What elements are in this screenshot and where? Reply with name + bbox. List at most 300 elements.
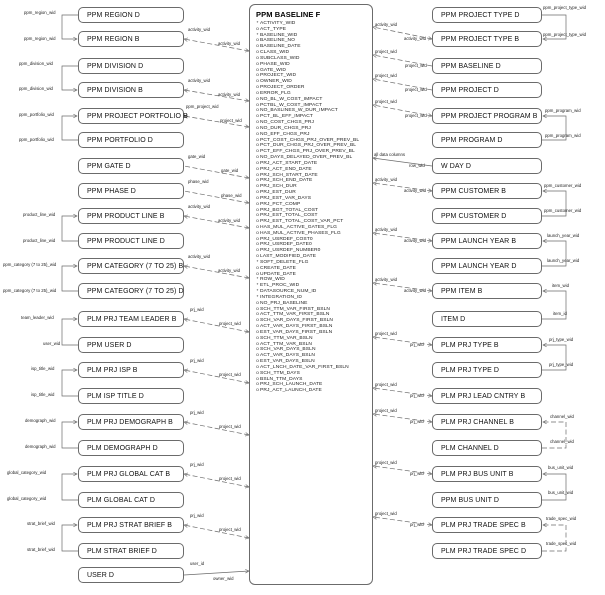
entity-ppm-gate-d[interactable] bbox=[78, 158, 184, 174]
connector-line bbox=[542, 474, 566, 500]
attribute-marker: o bbox=[256, 120, 259, 126]
entity-plm-prj-strat-brief-b[interactable] bbox=[78, 517, 184, 533]
entity-ppm-launch-year-d[interactable] bbox=[432, 258, 542, 274]
edge-label: ppm_region_wid bbox=[24, 10, 56, 15]
entity-ppm-program-d[interactable] bbox=[432, 132, 542, 148]
attribute-marker: o bbox=[256, 318, 259, 324]
attribute-marker: o bbox=[256, 388, 259, 394]
entity-plm-prj-trade-spec-d[interactable] bbox=[432, 543, 542, 559]
edge-label: ppm_customer_wid bbox=[544, 208, 582, 213]
entity-ppm-project-program-b[interactable] bbox=[432, 108, 542, 124]
connector-line bbox=[184, 166, 249, 178]
attribute-marker: o bbox=[256, 242, 259, 248]
attribute-name: PRJ_EST_DUR bbox=[260, 190, 296, 196]
edge-label: activity_wid bbox=[218, 268, 240, 273]
connector-line bbox=[62, 370, 78, 396]
attribute-marker: o bbox=[256, 102, 259, 108]
attribute-name: NO_PRJ_BASELINE bbox=[260, 300, 308, 306]
edge-label: strat_brief_wid bbox=[27, 547, 55, 552]
entity-label: PPM PRODUCT LINE B bbox=[87, 212, 165, 220]
attribute-marker: o bbox=[256, 207, 259, 213]
attribute-marker: o bbox=[256, 44, 259, 50]
attribute-name: ERROR_FLG bbox=[260, 90, 291, 96]
attribute-marker: o bbox=[256, 184, 259, 190]
edge-label: user_id bbox=[190, 561, 205, 566]
attribute-marker: o bbox=[256, 143, 259, 149]
edge-label: project_wid bbox=[375, 49, 397, 54]
attribute-name: PRJ_USRDEF_NUMBER0 bbox=[260, 248, 321, 254]
edge-label: isp_title_wid bbox=[31, 392, 55, 397]
entity-label: PPM PROJECT PROGRAM B bbox=[441, 112, 538, 120]
entity-plm-isp-title-d[interactable] bbox=[78, 388, 184, 404]
attribute-marker: o bbox=[256, 201, 259, 207]
attribute-marker: o bbox=[256, 149, 259, 155]
edge-label: prj_type_wid bbox=[549, 362, 574, 367]
attribute-marker: o bbox=[256, 166, 259, 172]
attribute-name: PRJ_BGT_TOTAL_COST bbox=[260, 207, 319, 213]
attribute-name: PRJ_SCH_START_DATE bbox=[260, 172, 318, 178]
entity-ppm-division-d[interactable] bbox=[78, 58, 184, 74]
entity-label: PLM STRAT BRIEF D bbox=[87, 547, 157, 555]
edge-label: strat_brief_wid bbox=[27, 521, 55, 526]
attribute-name: BASELINE_WID bbox=[260, 32, 298, 38]
edge-label: global_category_wid bbox=[7, 470, 47, 475]
edge-label: project_wid bbox=[405, 63, 427, 68]
attribute-name: PRJ_PCT_COMP bbox=[260, 201, 301, 207]
entity-ppm-baseline-d[interactable] bbox=[432, 58, 542, 74]
connector-line bbox=[542, 525, 566, 551]
edge-label: ppm_project_wid bbox=[186, 104, 219, 109]
entity-plm-prj-lead-cntry-b[interactable] bbox=[432, 388, 542, 404]
entity-ppm-region-b[interactable] bbox=[78, 31, 184, 47]
entity-plm-prj-trade-spec-b[interactable] bbox=[432, 517, 542, 533]
entity-plm-prj-bus-unit-b[interactable] bbox=[432, 466, 542, 482]
attribute-marker: o bbox=[256, 364, 259, 370]
entity-label: PPM CUSTOMER B bbox=[441, 187, 507, 195]
edge-label: project_wid bbox=[219, 424, 241, 429]
entity-plm-channel-d[interactable] bbox=[432, 440, 542, 456]
attribute-name: NO_BL_W_COST_IMPACT bbox=[260, 96, 323, 102]
edge-label: ppm_portfolio_wid bbox=[19, 137, 54, 142]
edge-label: row_wid bbox=[409, 163, 425, 168]
entity-label: PPM DIVISION D bbox=[87, 62, 144, 70]
entity-label: PPM DIVISION B bbox=[87, 86, 143, 94]
attribute-name: PHASE_WID bbox=[260, 61, 290, 67]
entity-plm-prj-team-leader-b[interactable] bbox=[78, 311, 184, 327]
attribute-name: NO_DUR_CHGS_PRJ bbox=[260, 125, 311, 131]
edge-label: launch_year_wid bbox=[547, 258, 580, 263]
edge-label: project_wid bbox=[375, 511, 397, 516]
entity-label: PPM PORTFOLIO D bbox=[87, 136, 153, 144]
entity-label: PLM CHANNEL D bbox=[441, 444, 499, 452]
attribute-name: SOFT_DELETE_FLG bbox=[260, 259, 309, 265]
entity-label: PLM PRJ TEAM LEADER B bbox=[87, 315, 177, 323]
entity-label: PPM REGION D bbox=[87, 11, 140, 19]
attribute-marker: o bbox=[256, 96, 259, 102]
attribute-name: PCT_COST_CHGS_PRJ_OVER_PREV_BL bbox=[260, 137, 360, 143]
edge-label: ppm_category (7 to 25)_wid bbox=[3, 262, 57, 267]
edge-label: project_wid bbox=[219, 321, 241, 326]
entity-label: PPM PROJECT TYPE B bbox=[441, 35, 520, 43]
entity-label: PPM GATE D bbox=[87, 162, 131, 170]
edge-label: isp_title_wid bbox=[31, 366, 55, 371]
attribute-marker: * bbox=[256, 21, 259, 26]
edge-label: prj_wid bbox=[190, 358, 204, 363]
edge-label: prj_wid bbox=[410, 342, 424, 347]
entity-label: PLM PRJ STRAT BRIEF B bbox=[87, 521, 173, 529]
entity-ppm-category-7-to-25-b[interactable] bbox=[78, 258, 184, 274]
entity-label: PPM USER D bbox=[87, 341, 132, 349]
attribute-marker: o bbox=[256, 300, 259, 306]
edge-label: project_wid bbox=[219, 476, 241, 481]
attribute-marker: o bbox=[256, 353, 259, 359]
attribute-name: PRJ_SCH_END_DATE bbox=[260, 178, 313, 184]
edge-label: ppm_project_type_wid bbox=[543, 5, 586, 10]
attribute-marker: o bbox=[256, 359, 259, 365]
attribute-name: SUBCLASS_WID bbox=[260, 55, 300, 61]
edge-label: owner_wid bbox=[213, 576, 234, 581]
attribute-name: HAS_MUL_ACTIVE_GATES_FLG bbox=[260, 224, 338, 230]
edge-label: item_wid bbox=[552, 283, 569, 288]
attribute-name: PROJECT_WID bbox=[260, 73, 297, 79]
edge-label: product_line_wid bbox=[23, 238, 56, 243]
attribute-marker: o bbox=[256, 236, 259, 242]
attribute-name: PRJ_EST_TOTAL_COST_VAR_PCT bbox=[260, 219, 344, 225]
entity-label: ITEM D bbox=[441, 315, 466, 323]
attribute-list bbox=[250, 21, 372, 394]
entity-ppm-customer-b[interactable] bbox=[432, 183, 542, 199]
entity-label: PLM PRJ GLOBAL CAT B bbox=[87, 470, 171, 478]
attribute-marker: o bbox=[256, 324, 259, 330]
attribute-name: ACT_TYPE bbox=[260, 26, 287, 32]
connector-line bbox=[62, 216, 78, 241]
edge-label: activity_wid bbox=[188, 27, 210, 32]
attribute-marker: o bbox=[256, 131, 259, 137]
attribute-name: PCT_DUR_CHGS_PRJ_OVER_PREV_BL bbox=[260, 143, 357, 149]
connector-line bbox=[62, 116, 78, 140]
edge-label: demograph_wid bbox=[25, 418, 56, 423]
attribute-name: BASELINE_DATE bbox=[260, 44, 301, 50]
edge-label: channel_wid bbox=[550, 414, 574, 419]
entity-ppm-division-b[interactable] bbox=[78, 82, 184, 98]
entity-label: PPM ITEM B bbox=[441, 287, 483, 295]
entity-label: PPM PRODUCT LINE D bbox=[87, 237, 165, 245]
attribute-marker: o bbox=[256, 85, 259, 91]
attribute-name: ACTIVITY_WID bbox=[260, 21, 296, 26]
connector-line bbox=[184, 571, 249, 575]
attribute-marker: o bbox=[256, 90, 259, 96]
edge-label: prj_wid bbox=[190, 410, 204, 415]
attribute-marker: o bbox=[256, 190, 259, 196]
edge-label: project_wid bbox=[219, 372, 241, 377]
attribute-marker: o bbox=[256, 155, 259, 161]
attribute-name: PCTBL_W_COST_IMPACT bbox=[260, 102, 323, 108]
attribute-name: ETL_PROC_WID bbox=[260, 283, 300, 289]
entity-user-d[interactable] bbox=[78, 567, 184, 583]
entity-label: PLM DEMOGRAPH D bbox=[87, 444, 158, 452]
entity-ppm-product-line-d[interactable] bbox=[78, 233, 184, 249]
edge-label: activity_wid bbox=[218, 218, 240, 223]
edge-label: activity_wid bbox=[404, 188, 426, 193]
entity-label: PLM PRJ DEMOGRAPH B bbox=[87, 418, 173, 426]
attribute-name: INTEGRATION_ID bbox=[260, 294, 303, 300]
attribute-marker: o bbox=[256, 67, 259, 73]
entity-label: W DAY D bbox=[441, 162, 471, 170]
entity-label: PLM GLOBAL CAT D bbox=[87, 496, 155, 504]
entity-ppm-project-type-d[interactable] bbox=[432, 7, 542, 23]
edge-label: activity_wid bbox=[188, 254, 210, 259]
edge-label: trade_spec_wid bbox=[546, 541, 577, 546]
edge-label: item_id bbox=[553, 311, 567, 316]
entity-w-day-d[interactable] bbox=[432, 158, 542, 174]
attribute-name: DATASOURCE_NUM_ID bbox=[260, 289, 317, 295]
attribute-name: PRJ_EST_TOTAL_COST bbox=[260, 213, 318, 219]
entity-label: PPM BUS UNIT D bbox=[441, 496, 500, 504]
entity-ppm-product-line-b[interactable] bbox=[78, 208, 184, 224]
entity-plm-prj-global-cat-b[interactable] bbox=[78, 466, 184, 482]
attribute-name: BASELINE_NO bbox=[260, 38, 296, 44]
edge-label: ppm_project_type_wid bbox=[543, 32, 586, 37]
entity-label: PLM PRJ ISP B bbox=[87, 366, 138, 374]
attribute-marker: o bbox=[256, 114, 259, 120]
attribute-marker: o bbox=[256, 79, 259, 85]
edge-label: ppm_program_wid bbox=[545, 133, 581, 138]
connector-line bbox=[62, 266, 78, 291]
attribute-name: PROJECT_ORDER bbox=[260, 85, 305, 91]
edge-label: project_wid bbox=[375, 408, 397, 413]
attribute-marker: * bbox=[256, 277, 259, 283]
edge-label: prj_type_wid bbox=[549, 337, 574, 342]
edge-label: activity_wid bbox=[188, 78, 210, 83]
edge-label: gate_wid bbox=[188, 154, 206, 159]
attribute-marker: o bbox=[256, 137, 259, 143]
entity-ppm-user-d[interactable] bbox=[78, 337, 184, 353]
edge-label: ppm_division_wid bbox=[19, 61, 53, 66]
edge-label: activity_wid bbox=[404, 288, 426, 293]
attribute-marker: o bbox=[256, 271, 259, 277]
attribute-marker: o bbox=[256, 219, 259, 225]
attribute-name: NO_DAYS_DELAYED_OVER_PREV_BL bbox=[260, 155, 353, 161]
edge-label: product_line_wid bbox=[23, 212, 56, 217]
attribute-name: PRJ_SCH_DUR bbox=[260, 184, 297, 190]
attribute-marker: o bbox=[256, 329, 259, 335]
entity-plm-global-cat-d[interactable] bbox=[78, 492, 184, 508]
attribute-name: SCH_VAR_DAYS_FIRST_BSLN bbox=[260, 318, 334, 324]
attribute-name: PCT_EFF_CHGS_PRJ_OVER_PREV_BL bbox=[260, 149, 355, 155]
attribute-marker: o bbox=[256, 73, 259, 79]
entity-item-d[interactable] bbox=[432, 311, 542, 327]
attribute-name: PRJ_ACT_LAUNCH_DATE bbox=[260, 388, 322, 394]
attribute-marker: o bbox=[256, 347, 259, 353]
attribute-name: EST_VAR_DAYS_BSLN bbox=[260, 359, 315, 365]
attribute-name: GATE_WID bbox=[260, 67, 286, 73]
edge-label: project_wid bbox=[219, 527, 241, 532]
attribute-name: SCH_TTM_VAR_FIRST_BSLN bbox=[260, 306, 331, 312]
attribute-marker: o bbox=[256, 178, 259, 184]
attribute-name: CREATE_DATE bbox=[260, 265, 296, 271]
entity-label: PLM PRJ LEAD CNTRY B bbox=[441, 392, 526, 400]
entity-label: PLM PRJ CHANNEL B bbox=[441, 418, 515, 426]
edge-label: activity_wid bbox=[375, 227, 397, 232]
entity-ppm-region-d[interactable] bbox=[78, 7, 184, 23]
edge-label: global_category_wid bbox=[7, 496, 47, 501]
edge-label: prj_wid bbox=[410, 471, 424, 476]
attribute-marker: o bbox=[256, 370, 259, 376]
edge-label: activity_wid bbox=[188, 204, 210, 209]
edge-label: activity_wid bbox=[404, 36, 426, 41]
attribute-row bbox=[250, 388, 372, 394]
edge-label: launch_year_wid bbox=[547, 233, 580, 238]
attribute-marker: o bbox=[256, 312, 259, 318]
entity-plm-prj-type-d[interactable] bbox=[432, 362, 542, 378]
attribute-marker: o bbox=[256, 265, 259, 271]
entity-ppm-baseline-f[interactable] bbox=[249, 4, 373, 585]
edge-label: prj_wid bbox=[410, 419, 424, 424]
edge-label: prj_wid bbox=[410, 522, 424, 527]
attribute-name: CLASS_WID bbox=[260, 50, 290, 56]
attribute-marker: o bbox=[256, 195, 259, 201]
attribute-name: SCH_VAR_DAYS_BSLN bbox=[260, 347, 316, 353]
edge-label: ppm_category (7 to 25)_wid bbox=[3, 288, 57, 293]
attribute-marker: o bbox=[256, 254, 259, 260]
edge-label: project_wid bbox=[375, 382, 397, 387]
edge-label: activity_wid bbox=[404, 238, 426, 243]
edge-label: project_wid bbox=[375, 460, 397, 465]
attribute-name: ACT_LNCH_DATE_VAR_FIRST_BSLN bbox=[260, 364, 349, 370]
entity-label: PLM ISP TITLE D bbox=[87, 392, 144, 400]
connector-line bbox=[62, 319, 78, 345]
edge-label: ppm_region_wid bbox=[24, 36, 56, 41]
edge-label: demograph_wid bbox=[25, 444, 56, 449]
attribute-name: PRJ_ACT_END_DATE bbox=[260, 166, 312, 172]
attribute-name: ACT_TTM_VAR_BSLN bbox=[260, 341, 313, 347]
attribute-name: EST_VAR_DAYS_FIRST_BSLN bbox=[260, 329, 333, 335]
attribute-name: UPDATE_DATE bbox=[260, 271, 296, 277]
entity-ppm-customer-d[interactable] bbox=[432, 208, 542, 224]
attribute-name: ROW_WID bbox=[260, 277, 285, 283]
edge-label: all data columns bbox=[374, 152, 406, 157]
entity-label: PPM REGION B bbox=[87, 35, 140, 43]
attribute-name: NO_COST_CHGS_PRJ bbox=[260, 120, 315, 126]
edge-label: prj_wid bbox=[410, 393, 424, 398]
edge-label: channel_wid bbox=[550, 439, 574, 444]
entity-plm-prj-isp-b[interactable] bbox=[78, 362, 184, 378]
attribute-name: PRJ_USRDEF_COST0 bbox=[260, 236, 313, 242]
attribute-marker: o bbox=[256, 230, 259, 236]
connector-line bbox=[62, 66, 78, 90]
entity-plm-prj-demograph-b[interactable] bbox=[78, 414, 184, 430]
attribute-marker: * bbox=[256, 259, 259, 265]
entity-label: PPM CATEGORY (7 TO 25) B bbox=[87, 262, 184, 270]
attribute-name: PCT_BL_EFF_IMPACT bbox=[260, 114, 313, 120]
entity-ppm-project-type-b[interactable] bbox=[432, 31, 542, 47]
edge-label: project_wid bbox=[375, 331, 397, 336]
edge-label: phase_wid bbox=[188, 179, 209, 184]
entity-label: PPM LAUNCH YEAR B bbox=[441, 237, 517, 245]
edge-label: project_wid bbox=[405, 113, 427, 118]
edge-label: project_wid bbox=[220, 118, 242, 123]
entity-ppm-phase-d[interactable] bbox=[78, 183, 184, 199]
entity-label: PPM CUSTOMER D bbox=[441, 212, 507, 220]
attribute-marker: o bbox=[256, 306, 259, 312]
attribute-name: PRJ_ACT_START_DATE bbox=[260, 160, 318, 166]
connector-line bbox=[542, 422, 566, 448]
entity-plm-prj-channel-b[interactable] bbox=[432, 414, 542, 430]
attribute-marker: o bbox=[256, 382, 259, 388]
entity-label: PPM PROJECT PORTFOLIO B bbox=[87, 112, 188, 120]
edge-label: gate_wid bbox=[221, 168, 239, 173]
attribute-marker: o bbox=[256, 26, 259, 32]
entity-label: PLM PRJ BUS UNIT B bbox=[441, 470, 514, 478]
entity-label: PPM CATEGORY (7 TO 25) D bbox=[87, 287, 184, 295]
entity-ppm-project-portfolio-b[interactable] bbox=[78, 108, 188, 124]
entity-label: PPM PROJECT D bbox=[441, 86, 499, 94]
entity-label: PLM PRJ TYPE B bbox=[441, 341, 499, 349]
edge-label: activity_wid bbox=[375, 22, 397, 27]
entity-ppm-launch-year-b[interactable] bbox=[432, 233, 542, 249]
entity-ppm-category-7-to-25-d[interactable] bbox=[78, 283, 184, 299]
attribute-marker: * bbox=[256, 294, 259, 300]
entity-label: PLM PRJ TYPE D bbox=[441, 366, 500, 374]
attribute-name: NO_BASLINES_W_DUR_IMPACT bbox=[260, 108, 338, 114]
attribute-marker: o bbox=[256, 341, 259, 347]
entity-plm-prj-type-b[interactable] bbox=[432, 337, 542, 353]
attribute-name: ACT_TTM_VAR_FIRST_BSLN bbox=[260, 312, 330, 318]
edge-label: trade_spec_wid bbox=[546, 516, 577, 521]
edge-label: bus_unit_wid bbox=[548, 465, 574, 470]
attribute-marker: o bbox=[256, 125, 259, 131]
entity-label: PPM PHASE D bbox=[87, 187, 136, 195]
attribute-marker: o bbox=[256, 335, 259, 341]
entity-ppm-bus-unit-d[interactable] bbox=[432, 492, 542, 508]
connector-line bbox=[62, 525, 78, 551]
edge-label: phase_wid bbox=[221, 193, 242, 198]
attribute-name: HAS_MUL_ACTIVE_PHASES_FLG bbox=[260, 230, 341, 236]
entity-plm-strat-brief-d[interactable] bbox=[78, 543, 184, 559]
edge-label: prj_wid bbox=[190, 307, 204, 312]
edge-label: ppm_customer_wid bbox=[544, 183, 582, 188]
attribute-marker: o bbox=[256, 224, 259, 230]
edge-label: project_wid bbox=[375, 73, 397, 78]
connector-line bbox=[62, 15, 78, 39]
attribute-name: PRJ_EST_VAR_DAYS bbox=[260, 195, 312, 201]
attribute-marker: * bbox=[256, 32, 259, 38]
attribute-marker: * bbox=[256, 283, 259, 289]
attribute-marker: o bbox=[256, 55, 259, 61]
attribute-name: LAST_MODIFIED_DATE bbox=[260, 254, 317, 260]
connector-line bbox=[62, 474, 78, 500]
edge-label: project_wid bbox=[405, 87, 427, 92]
attribute-marker: o bbox=[256, 50, 259, 56]
entity-label: PPM PROJECT TYPE D bbox=[441, 11, 520, 19]
entity-ppm-portfolio-d[interactable] bbox=[78, 132, 184, 148]
attribute-marker: o bbox=[256, 248, 259, 254]
attribute-name: SCH_TTM_VAR_BSLN bbox=[260, 335, 313, 341]
attribute-name: PRJ_SCH_LAUNCH_DATE bbox=[260, 382, 323, 388]
entity-label: PLM PRJ TRADE SPEC B bbox=[441, 521, 526, 529]
attribute-marker: o bbox=[256, 108, 259, 114]
entity-plm-demograph-d[interactable] bbox=[78, 440, 184, 456]
entity-ppm-project-d[interactable] bbox=[432, 82, 542, 98]
connector-line bbox=[62, 422, 78, 448]
entity-label: PPM BASELINE D bbox=[441, 62, 501, 70]
edge-label: activity_wid bbox=[218, 92, 240, 97]
attribute-name: ACT_VAR_DAYS_BSLN bbox=[260, 353, 316, 359]
attribute-name: OWNER_WID bbox=[260, 79, 292, 85]
entity-ppm-item-b[interactable] bbox=[432, 283, 542, 299]
edge-label: user_wid bbox=[43, 341, 61, 346]
edge-label: project_wid bbox=[375, 99, 397, 104]
